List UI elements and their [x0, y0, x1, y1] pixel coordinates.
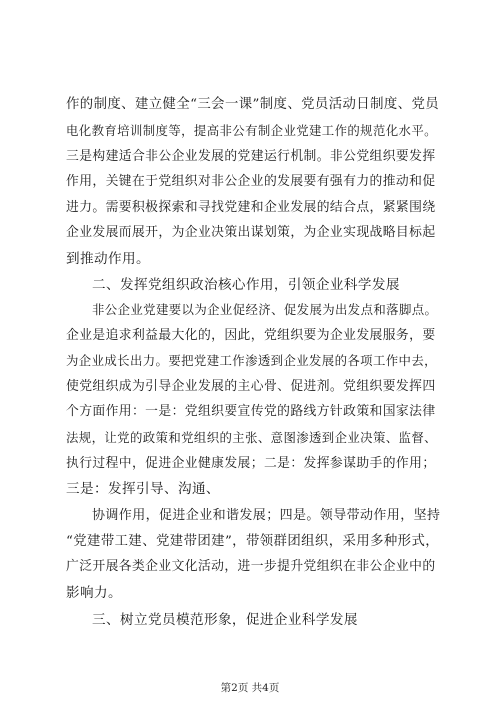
body-line-17: 协调作用，促进企业和谐发展；四是。领导带动作用，坚持 — [92, 508, 441, 523]
body-line-7: 到推动作用。 — [66, 251, 150, 267]
body-line-9: 非公企业党建要以为企业促经济、促发展为出发点和落脚点。 — [92, 302, 438, 317]
body-line-2: 电化教育培训制度等，提高非公有制企业党建工作的规范化水平。 — [66, 123, 437, 138]
body-line-15: 执行过程中，促进企业健康发展；二是：发挥参谋助手的作用； — [66, 456, 436, 471]
body-line-4: 作用，关键在于党组织对非公企业的发展要有强有力的推动和促 — [66, 174, 436, 189]
body-line-14: 法规，让党的政策和党组织的主张、意图渗透到企业决策、监督、 — [66, 430, 437, 445]
body-line-16: 三是：发挥引导、沟通、 — [66, 481, 220, 497]
body-line-3: 三是构建适合非公企业发展的党建运行机制。非公党组织要发挥 — [66, 149, 436, 164]
body-line-6: 企业发展而展开，为企业决策出谋划策，为企业实现战略目标起 — [66, 225, 436, 240]
section-heading-3: 三、树立党员模范形象，促进企业科学发展 — [92, 612, 358, 628]
body-line-20: 影响力。 — [66, 585, 122, 601]
body-line-5: 进力。需要积极探索和寻找党建和企业发展的结合点，紧紧围绕 — [66, 200, 436, 215]
page-number-footer: 第2页 共4页 — [220, 682, 280, 694]
body-line-12: 使党组织成为引导企业发展的主心骨、促进剂。党组织要发挥四 — [66, 379, 436, 394]
body-line-10: 企业是追求利益最大化的，因此，党组织要为企业发展服务，要 — [66, 328, 436, 343]
body-line-18: “党建带工建、党建带团建”，带领群团组织，采用多种形式， — [66, 534, 440, 549]
body-line-13: 个方面作用：一是：党组织要宣传党的路线方针政策和国家法律 — [66, 404, 436, 419]
body-line-11: 为企业成长出力。要把党建工作渗透到企业发展的各项工作中去， — [66, 353, 437, 368]
body-line-19: 广泛开展各类企业文化活动，进一步提升党组织在非公企业中的 — [66, 559, 436, 574]
section-heading-2: 二、发挥党组织政治核心作用，引领企业科学发展 — [92, 277, 400, 293]
body-line-1: 作的制度、建立健全“三会一课”制度、党员活动日制度、党员 — [66, 97, 440, 112]
